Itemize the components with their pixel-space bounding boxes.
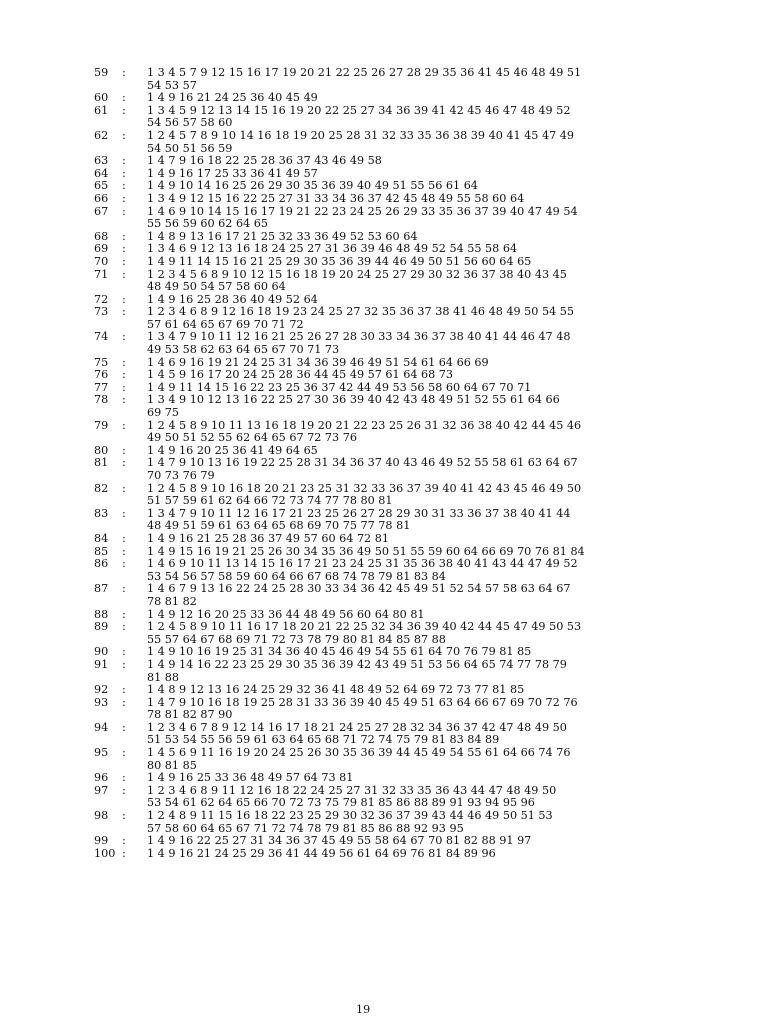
- row-values: [147, 394, 652, 419]
- table-row: [94, 67, 654, 92]
- row-separator: :: [122, 746, 126, 760]
- row-separator: :: [122, 393, 126, 407]
- row-values: [147, 835, 652, 848]
- row-number: 77: [94, 380, 109, 394]
- row-values-line: 1 2 3 4 6 7 8 9 12 14 16 17 18 21 24 25 27 28 32 34 36 37 42 47 48 49 50: [147, 721, 567, 734]
- row-values-line: 49 53 58 62 63 64 65 67 70 71 73: [147, 343, 340, 357]
- row-separator: :: [122, 846, 126, 860]
- row-values: [147, 747, 652, 772]
- table-row: [94, 722, 654, 747]
- row-number: 96: [94, 771, 109, 785]
- row-values-line: 1 3 4 5 9 12 13 14 15 16 19 20 22 25 27 34 36 39 41 42 45 46 47 48 49 52: [147, 104, 571, 117]
- row-separator: :: [122, 166, 126, 180]
- row-separator: :: [122, 292, 126, 306]
- row-number: 80: [94, 443, 109, 457]
- row-values: [147, 659, 652, 684]
- row-number: 71: [94, 267, 109, 281]
- table-row: [94, 331, 654, 356]
- table-row: [94, 105, 654, 130]
- row-separator: :: [122, 418, 126, 432]
- table-row: [94, 848, 654, 861]
- table-row: [94, 621, 654, 646]
- row-values-line: 1 4 9 16 25 28 36 40 49 52 64: [147, 293, 318, 306]
- row-values-line: 1 2 4 5 8 9 10 16 18 20 21 23 25 31 32 33 36 37 39 40 41 42 43 45 46 49 50: [147, 482, 582, 495]
- row-values-line: 1 4 9 16 20 25 36 41 49 64 65: [147, 444, 318, 457]
- table-row: [94, 646, 654, 659]
- row-values-line: 1 4 8 9 13 16 17 21 25 32 33 36 49 52 53 60 64: [147, 230, 418, 243]
- table-row: [94, 394, 654, 419]
- row-separator: :: [122, 771, 126, 785]
- row-values: [147, 67, 652, 92]
- row-number: 83: [94, 506, 109, 520]
- row-number: 62: [94, 128, 109, 142]
- row-number: 95: [94, 746, 109, 760]
- row-values-line: 55 56 59 60 62 64 65: [147, 217, 268, 231]
- row-values-line: 54 56 57 58 60: [147, 116, 233, 130]
- table-row: [94, 772, 654, 785]
- table-row: [94, 546, 654, 559]
- row-separator: :: [122, 809, 126, 823]
- row-number: 100: [94, 846, 116, 860]
- row-separator: :: [122, 355, 126, 369]
- row-separator: :: [122, 607, 126, 621]
- row-values: [147, 785, 652, 810]
- row-values: [147, 508, 652, 533]
- row-values-line: 1 4 9 16 21 24 25 29 36 41 44 49 56 61 64 69 76 81 84 89 96: [147, 847, 496, 860]
- table-row: [94, 231, 654, 244]
- row-number: 78: [94, 393, 109, 407]
- row-values-line: 80 81 85: [147, 758, 197, 772]
- row-values-line: 1 4 8 9 12 13 16 24 25 29 32 36 41 48 49 52 64 69 72 73 77 81 85: [147, 684, 525, 697]
- row-values-line: 1 2 3 4 6 8 9 11 12 16 18 22 24 25 27 31 32 33 35 36 43 44 47 48 49 50: [147, 784, 557, 797]
- row-separator: :: [122, 695, 126, 709]
- table-row: [94, 835, 654, 848]
- row-values: [147, 193, 652, 206]
- table-row: [94, 609, 654, 622]
- row-separator: :: [122, 128, 126, 142]
- row-number: 73: [94, 305, 109, 319]
- row-separator: :: [122, 380, 126, 394]
- table-row: [94, 382, 654, 395]
- row-values-line: 1 4 9 12 16 20 25 33 36 44 48 49 56 60 64 80 81: [147, 608, 425, 621]
- table-row: [94, 369, 654, 382]
- row-values: [147, 533, 652, 546]
- row-separator: :: [122, 66, 126, 79]
- row-values-line: 1 3 4 7 9 10 11 12 16 17 21 23 25 26 27 28 29 30 31 33 36 37 38 40 41 44: [147, 507, 571, 520]
- row-number: 81: [94, 456, 109, 470]
- row-values-line: 81 88: [147, 670, 180, 684]
- row-values: [147, 306, 652, 331]
- table-row: [94, 583, 654, 608]
- row-values-line: 55 57 64 67 68 69 71 72 73 78 79 80 81 84 85 87 88: [147, 632, 446, 646]
- row-number: 93: [94, 695, 109, 709]
- row-values-line: 1 4 9 16 17 25 33 36 41 49 57: [147, 167, 318, 180]
- row-separator: :: [122, 267, 126, 281]
- row-number: 69: [94, 242, 109, 256]
- row-number: 79: [94, 418, 109, 432]
- table-row: [94, 457, 654, 482]
- row-separator: :: [122, 154, 126, 168]
- row-values-line: 1 4 5 9 16 17 20 24 25 28 36 44 45 49 57 61 64 68 73: [147, 369, 454, 382]
- row-separator: :: [122, 506, 126, 520]
- row-values-line: 57 61 64 65 67 69 70 71 72: [147, 317, 304, 331]
- row-separator: :: [122, 254, 126, 268]
- row-values-line: 1 3 4 6 9 12 13 16 18 24 25 27 31 36 39 46 48 49 52 54 55 58 64: [147, 243, 518, 256]
- table-row: [94, 483, 654, 508]
- row-values-line: 1 3 4 9 10 12 13 16 22 25 27 30 36 39 40 42 43 48 49 51 52 55 61 64 66: [147, 394, 560, 407]
- row-values-line: 70 73 76 79: [147, 469, 215, 482]
- row-values-line: 1 4 5 6 9 11 16 19 20 24 25 26 30 35 36 39 44 45 49 54 55 61 64 66 74 76: [147, 747, 571, 760]
- row-values: [147, 231, 652, 244]
- row-values: [147, 269, 652, 294]
- row-values-line: 69 75: [147, 406, 180, 420]
- row-values-line: 78 81 82 87 90: [147, 708, 233, 722]
- row-values-line: 1 2 3 4 5 6 8 9 10 12 15 16 18 19 20 24 25 27 29 30 32 36 37 38 40 43 45: [147, 268, 567, 281]
- row-values-line: 1 4 9 11 14 15 16 22 23 25 36 37 42 44 49 53 56 58 60 64 67 70 71: [147, 381, 532, 394]
- row-separator: :: [122, 443, 126, 457]
- row-values-line: 51 57 59 61 62 64 66 72 73 74 77 78 80 81: [147, 494, 393, 508]
- row-values-line: 1 2 4 5 8 9 10 11 13 16 18 19 20 21 22 23 25 26 31 32 36 38 40 42 44 45 46: [147, 419, 582, 432]
- row-values: [147, 382, 652, 395]
- row-separator: :: [122, 683, 126, 697]
- table-row: [94, 697, 654, 722]
- row-separator: :: [122, 531, 126, 545]
- row-values: [147, 256, 652, 269]
- residue-table: [94, 67, 654, 860]
- row-separator: :: [122, 229, 126, 243]
- row-separator: :: [122, 783, 126, 797]
- row-values-line: 1 4 7 9 10 13 16 19 22 25 28 31 34 36 37 40 43 46 49 52 55 58 61 63 64 67: [147, 457, 578, 470]
- row-values: [147, 646, 652, 659]
- row-number: 86: [94, 557, 109, 571]
- row-number: 70: [94, 254, 109, 268]
- row-separator: :: [122, 103, 126, 117]
- row-values-line: 51 53 54 55 56 59 61 63 64 65 68 71 72 74 75 79 81 83 84 89: [147, 733, 500, 747]
- table-row: [94, 747, 654, 772]
- table-row: [94, 558, 654, 583]
- table-row: [94, 508, 654, 533]
- row-values: [147, 92, 652, 105]
- row-values: [147, 621, 652, 646]
- row-values-line: 1 2 4 8 9 11 15 16 18 22 23 25 29 30 32 36 37 39 43 44 46 49 50 51 53: [147, 810, 553, 823]
- row-values-line: 1 4 9 16 25 33 36 48 49 57 64 73 81: [147, 772, 354, 785]
- table-row: [94, 357, 654, 370]
- row-number: 64: [94, 166, 109, 180]
- row-values: [147, 697, 652, 722]
- row-separator: :: [122, 191, 126, 205]
- row-values-line: 1 4 9 14 16 22 23 25 29 30 35 36 39 42 43 49 51 53 56 64 65 74 77 78 79: [147, 658, 567, 671]
- row-number: 65: [94, 179, 109, 193]
- row-values-line: 1 2 3 4 6 8 9 12 16 18 19 23 24 25 27 32 35 36 37 38 41 46 48 49 50 54 55: [147, 306, 574, 319]
- table-row: [94, 92, 654, 105]
- row-values: [147, 357, 652, 370]
- row-number: 91: [94, 657, 109, 671]
- row-values-line: 1 4 9 10 14 16 25 26 29 30 35 36 39 40 49 51 55 56 61 64: [147, 180, 478, 193]
- row-values-line: 57 58 60 64 65 67 71 72 74 78 79 81 85 86 88 92 93 95: [147, 821, 464, 835]
- table-row: [94, 130, 654, 155]
- row-values-line: 1 2 4 5 8 9 10 11 16 17 18 20 21 22 25 32 34 36 39 40 42 44 45 47 49 50 53: [147, 621, 582, 634]
- row-values-line: 1 4 6 7 9 13 16 22 24 25 28 30 33 34 36 42 45 49 51 52 54 57 58 63 64 67: [147, 583, 571, 596]
- row-number: 85: [94, 544, 109, 558]
- row-values: [147, 483, 652, 508]
- row-values: [147, 155, 652, 168]
- row-values: [147, 546, 652, 559]
- row-values: [147, 105, 652, 130]
- row-separator: :: [122, 557, 126, 571]
- row-number: 61: [94, 103, 109, 117]
- row-values: [147, 722, 652, 747]
- row-number: 97: [94, 783, 109, 797]
- row-separator: :: [122, 834, 126, 848]
- row-values-line: 1 4 6 9 10 11 13 14 15 16 17 21 23 24 25 31 35 36 38 40 41 43 44 47 49 52: [147, 558, 578, 571]
- row-separator: :: [122, 91, 126, 105]
- row-number: 66: [94, 191, 109, 205]
- row-values: [147, 583, 652, 608]
- table-row: [94, 810, 654, 835]
- row-number: 94: [94, 720, 109, 734]
- row-separator: :: [122, 544, 126, 558]
- row-values-line: 48 49 51 59 61 63 64 65 68 69 70 75 77 78 81: [147, 519, 411, 533]
- row-values: [147, 558, 652, 583]
- row-number: 67: [94, 204, 109, 218]
- row-values-line: 1 4 7 9 16 18 22 25 28 36 37 43 46 49 58: [147, 155, 382, 168]
- row-values: [147, 243, 652, 256]
- row-values: [147, 294, 652, 307]
- row-values: [147, 369, 652, 382]
- row-values-line: 1 4 9 16 21 25 28 36 37 49 57 60 64 72 81: [147, 532, 389, 545]
- row-values: [147, 130, 652, 155]
- row-separator: :: [122, 305, 126, 319]
- table-row: [94, 785, 654, 810]
- row-values-line: 1 3 4 7 9 10 11 12 16 21 25 26 27 28 30 33 34 36 37 38 40 41 44 46 47 48: [147, 331, 571, 344]
- row-values-line: 1 2 4 5 7 8 9 10 14 16 18 19 20 25 28 31 32 33 35 36 38 39 40 41 45 47 49: [147, 129, 574, 142]
- row-number: 98: [94, 809, 109, 823]
- row-values-line: 53 54 61 62 64 65 66 70 72 73 75 79 81 85 86 88 89 91 93 94 95 96: [147, 796, 535, 810]
- row-number: 90: [94, 645, 109, 659]
- row-values: [147, 457, 652, 482]
- row-number: 92: [94, 683, 109, 697]
- row-number: 88: [94, 607, 109, 621]
- row-number: 99: [94, 834, 109, 848]
- row-values: [147, 420, 652, 445]
- table-row: [94, 306, 654, 331]
- page-number: 19: [356, 1003, 371, 1016]
- row-separator: :: [122, 330, 126, 344]
- row-number: 82: [94, 481, 109, 495]
- row-number: 87: [94, 582, 109, 596]
- table-row: [94, 294, 654, 307]
- row-values: [147, 180, 652, 193]
- row-values-line: 1 4 9 16 21 24 25 36 40 45 49: [147, 92, 318, 105]
- row-values-line: 54 53 57: [147, 78, 197, 92]
- row-values-line: 1 4 9 10 16 19 25 31 34 36 40 45 46 49 54 55 61 64 70 76 79 81 85: [147, 646, 532, 659]
- row-values-line: 1 4 9 15 16 19 21 25 26 30 34 35 36 49 50 51 55 59 60 64 66 69 70 76 81 84: [147, 545, 585, 558]
- row-separator: :: [122, 456, 126, 470]
- row-number: 76: [94, 368, 109, 382]
- table-row: [94, 420, 654, 445]
- row-number: 68: [94, 229, 109, 243]
- row-values: [147, 331, 652, 356]
- table-row: [94, 168, 654, 181]
- table-row: [94, 533, 654, 546]
- row-values: [147, 684, 652, 697]
- row-values-line: 48 49 50 54 57 58 60 64: [147, 280, 286, 294]
- row-separator: :: [122, 242, 126, 256]
- row-separator: :: [122, 179, 126, 193]
- row-values: [147, 772, 652, 785]
- row-separator: :: [122, 657, 126, 671]
- table-row: [94, 155, 654, 168]
- row-number: 72: [94, 292, 109, 306]
- row-number: 63: [94, 154, 109, 168]
- row-values-line: 78 81 82: [147, 594, 197, 608]
- table-row: [94, 180, 654, 193]
- row-values-line: 1 4 6 9 16 19 21 24 25 31 34 36 39 46 49 51 54 61 64 66 69: [147, 356, 489, 369]
- row-separator: :: [122, 720, 126, 734]
- row-separator: :: [122, 620, 126, 634]
- table-row: [94, 206, 654, 231]
- row-separator: :: [122, 368, 126, 382]
- table-row: [94, 269, 654, 294]
- row-separator: :: [122, 481, 126, 495]
- row-values-line: 1 3 4 5 7 9 12 15 16 17 19 20 21 22 25 26 27 28 29 35 36 41 45 46 48 49 51: [147, 67, 582, 79]
- table-row: [94, 193, 654, 206]
- row-number: 75: [94, 355, 109, 369]
- row-values: [147, 206, 652, 231]
- table-row: [94, 659, 654, 684]
- row-values-line: 1 3 4 9 12 15 16 22 25 27 31 33 34 36 37 42 45 48 49 55 58 60 64: [147, 192, 525, 205]
- row-values-line: 1 4 7 9 10 16 18 19 25 28 31 33 36 39 40 45 49 51 63 64 66 67 69 70 72 76: [147, 696, 578, 709]
- row-values-line: 53 54 56 57 58 59 60 64 66 67 68 74 78 79 81 83 84: [147, 569, 446, 583]
- row-values-line: 54 50 51 56 59: [147, 141, 233, 155]
- row-number: 59: [94, 66, 109, 79]
- row-values: [147, 810, 652, 835]
- table-row: [94, 684, 654, 697]
- row-separator: :: [122, 204, 126, 218]
- row-separator: :: [122, 582, 126, 596]
- table-row: [94, 243, 654, 256]
- table-row: [94, 445, 654, 458]
- row-number: 74: [94, 330, 109, 344]
- row-separator: :: [122, 645, 126, 659]
- row-values-line: 1 4 9 16 22 25 27 31 34 36 37 45 49 55 58 64 67 70 81 82 88 91 97: [147, 835, 532, 848]
- row-values: [147, 445, 652, 458]
- row-values: [147, 848, 652, 861]
- row-number: 84: [94, 531, 109, 545]
- row-values: [147, 168, 652, 181]
- row-values-line: 49 50 51 52 55 62 64 65 67 72 73 76: [147, 431, 357, 445]
- row-values-line: 1 4 6 9 10 14 15 16 17 19 21 22 23 24 25 26 29 33 35 36 37 39 40 47 49 54: [147, 205, 578, 218]
- table-row: [94, 256, 654, 269]
- row-number: 89: [94, 620, 109, 634]
- row-values-line: 1 4 9 11 14 15 16 21 25 29 30 35 36 39 44 46 49 50 51 56 60 64 65: [147, 255, 532, 268]
- row-number: 60: [94, 91, 109, 105]
- row-values: [147, 609, 652, 622]
